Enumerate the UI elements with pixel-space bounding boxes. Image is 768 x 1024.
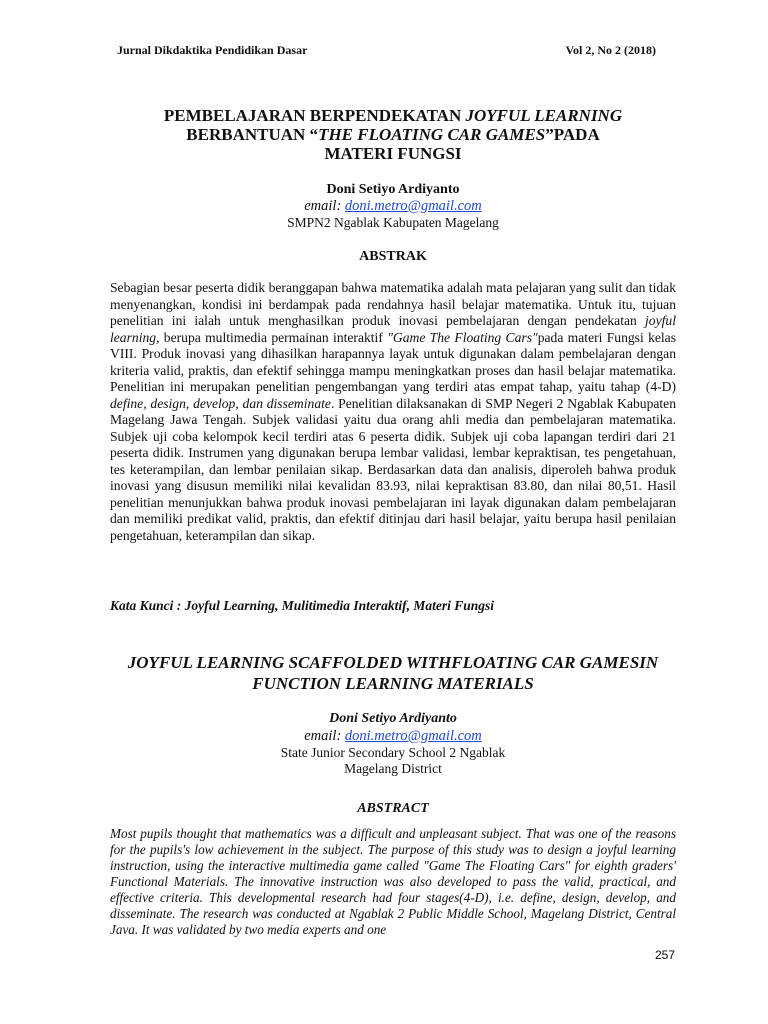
title-line2-normal-a: BERBANTUAN “ [186, 125, 319, 144]
email-label: email: [304, 198, 345, 214]
abstrak-part2: , berupa multimedia permainan interaktif [156, 329, 388, 345]
email-link-en[interactable]: doni.metro@gmail.com [344, 728, 482, 744]
title-line2-normal-b: ”PADA [545, 125, 600, 144]
en-title-line2: FUNCTION LEARNING MATERIALS [252, 674, 534, 693]
keywords: Kata Kunci : Joyful Learning, Mulitimedia Interaktif, Materi Fungsi [110, 598, 495, 613]
abstract-body: Most pupils thought that mathematics was a difficult and unpleasant subject. That was one of the reasons for the pupils's low achievement in the subject. The purpose of this study was to design a joyful learning instruction, using the interactive multimedia game called "Game The Floating Cars" for eighth graders' Functional Materials. The innovative instruction was also developed to pass the valid, practical, and effective criteria. This developmental research had four stages(4-D), i.e. define, design, develop, and disseminate. The research was conducted at Ngablak 2 Public Middle School, Magelang District, Central Java. It was validated by two media experts and one [110, 826, 676, 937]
abstrak-italic-4d: define, design, develop, dan disseminate [110, 395, 331, 411]
affiliation-en-line1: State Junior Secondary School 2 Ngablak [280, 745, 506, 760]
title-line1-normal: PEMBELAJARAN BERPENDEKATAN [163, 106, 466, 125]
en-title-line1: JOYFUL LEARNING SCAFFOLDED WITHFLOATING CAR GAMESIN [127, 653, 659, 672]
author-email-id [110, 198, 676, 215]
author-name-en: Doni Setiyo Ardiyanto [329, 711, 457, 726]
journal-name: Jurnal Dikdaktika Pendidikan Dasar [117, 43, 308, 57]
title-line1-italic: JOYFUL LEARNING [465, 106, 623, 125]
abstrak-italic-joyful: joyful learning [110, 313, 676, 345]
author-name-id: Doni Setiyo Ardiyanto [326, 182, 460, 197]
affiliation-en-line2: Magelang District [344, 761, 442, 776]
email-link[interactable]: doni.metro@gmail.com [344, 198, 482, 214]
volume-issue: Vol 2, No 2 (2018) [565, 43, 656, 57]
abstrak-body [110, 280, 676, 544]
affiliation-id: SMPN2 Ngablak Kabupaten Magelang [287, 215, 499, 230]
page-number: 257 [655, 948, 676, 962]
title-line2-italic: THE FLOATING CAR GAMES [318, 125, 546, 144]
abstract-heading: ABSTRACT [357, 801, 429, 816]
title-line3: MATERI FUNGSI [324, 144, 462, 163]
email-label-en: email: [304, 728, 345, 744]
abstrak-part3: pada materi Fungsi kelas VIII. Produk inovasi yang dihasilkan harapannya layak untuk digunakan dalam pembelajaran dengan kriteria valid, praktis, dan efektif sehingga mampu meningkatkan proses dan hasil belajar matematika. Penelitian ini merupakan penelitian pengembangan yang terdiri atas empat tahap, yaitu tahap (4-D) [110, 329, 677, 394]
abstrak-part1: Sebagian besar peserta didik beranggapan bahwa matematika adalah mata pelajaran yang sulit dan tidak menyenangkan, kondisi ini berdampak pada rendahnya hasil belajar matematika. Untuk itu, tujuan penelitian ini ialah untuk menghasilkan produk inovasi pembelajaran dengan pendekatan [110, 280, 676, 328]
abstrak-part4: . Penelitian dilaksanakan di SMP Negeri 2 Ngablak Kabupaten Magelang Jawa Tengah. Subjek validasi yaitu dua orang ahli media dan pembelajaran matematika. Subjek uji coba kelompok kecil terdiri atas 6 peserta didik. Subjek uji coba lapangan terdiri dari 21 peserta didik. Instrumen yang digunakan berupa lembar validasi, lembar kepraktisan, tes pengetahuan, tes keterampilan, dan lembar penilaian sikap. Berdasarkan data dan analisis, diperoleh bahwa produk inovasi yang disusun memiliki nilai kevalidan 83.93, nilai kepraktisan 83.80, dan nilai 80,51. Hasil penelitian menunjukkan bahwa produk inovasi pembelajaran ini layak digunakan dalam pembelajaran dan memiliki predikat valid, praktis, dan efektif ditinjau dari hasil belajar, yaitu berupa hasil penilaian pengetahuan, keterampilan dan sikap. [110, 395, 677, 543]
english-title [110, 652, 676, 694]
abstrak-heading: ABSTRAK [359, 249, 427, 264]
indonesian-title [110, 106, 676, 163]
author-email-en [110, 728, 676, 745]
abstrak-italic-game: "Game The Floating Cars" [387, 329, 538, 345]
